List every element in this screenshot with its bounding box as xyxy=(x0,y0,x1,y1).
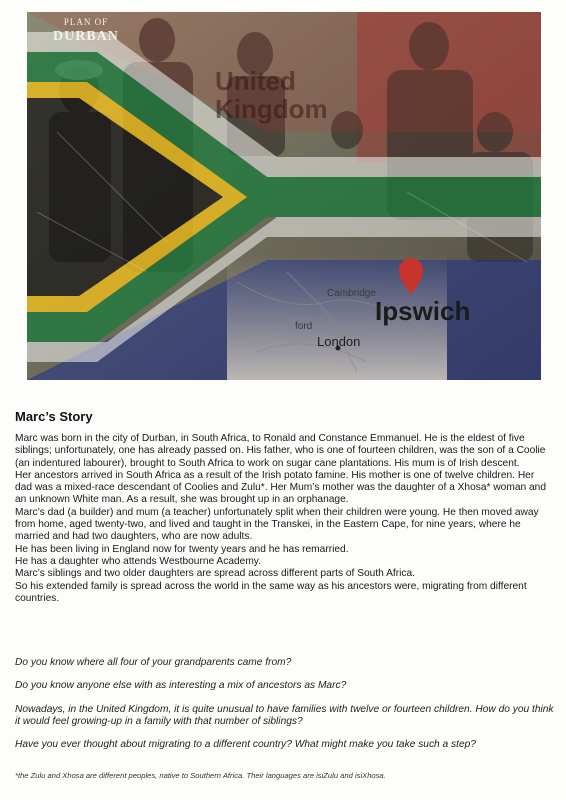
map-label-ford: ford xyxy=(295,321,313,332)
question-siblings: Nowadays, in the United Kingdom, it is quite unusual to have families with twelve or fourteen children. How do you think it would feel growing-up in a family with that number of siblings? xyxy=(15,703,554,727)
plan-of-text: PLAN OF xyxy=(63,17,109,27)
plan-of-durban-label xyxy=(53,18,119,44)
map-label-kingdom: Kingdom xyxy=(215,94,328,124)
story-paragraph: Marc was born in the city of Durban, in South Africa, to Ronald and Constance Emmanuel. He is the eldest of five siblings; unfortunately, one has already passed on. His father, who is one of fourteen children, was the son of a Coolie (an indentured labourer), brought to South Africa to work on sugar cane plantations. His mum is of Irish descent. xyxy=(15,433,546,469)
question-migrating: Have you ever thought about migrating to a different country? What might make you take such a step? xyxy=(15,739,476,751)
story-paragraph: He has been living in England now for twenty years and he has remarried. xyxy=(15,543,349,555)
map-label-united: United xyxy=(215,66,296,96)
footnote: *the Zulu and Xhosa are different peoples, native to Southern Africa. Their languages are isiZulu and isiXhosa. xyxy=(15,771,386,780)
map-label-london: London xyxy=(317,334,361,349)
story-title: Marc’s Story xyxy=(15,409,93,424)
questions-section xyxy=(15,657,555,762)
story-paragraph: So his extended family is spread across the world in the same way as his ancestors were, migrating from different countries. xyxy=(15,580,527,604)
story-paragraph: Her ancestors arrived in South Africa as a result of the Irish potato famine. His mother is one of twelve children. Her dad was a mixed-race descendant of Coolies and Zulu*. Her Mum’s mother was the daughter of a Xhosa* woman and an unknown White man. As a result, she was brought up in an orphanage. xyxy=(15,469,546,506)
story-paragraph: Marc’s dad (a builder) and mum (a teacher) unfortunately split when their children were young. He then moved away from home, aged twenty-two, and lived and taught in the Transkei, in the Eastern Cape, for nine years, where he married and had two daughters, who are now adults. xyxy=(15,506,539,543)
story-paragraph: He has a daughter who attends Westbourne Academy. xyxy=(15,555,261,567)
question-grandparents: Do you know where all four of your grandparents came from? xyxy=(15,657,292,668)
map-label-cambridge: Cambridge xyxy=(327,288,376,299)
question-ancestors: Do you know anyone else with as interesting a mix of ancestors as Marc? xyxy=(15,680,347,692)
durban-text: DURBAN xyxy=(53,29,119,44)
collage-image xyxy=(27,12,541,380)
story-paragraph: Marc’s siblings and two older daughters are spread across different parts of South Africa. xyxy=(15,568,415,580)
story-section xyxy=(15,409,553,605)
map-label-ipswich: Ipswich xyxy=(375,296,471,326)
